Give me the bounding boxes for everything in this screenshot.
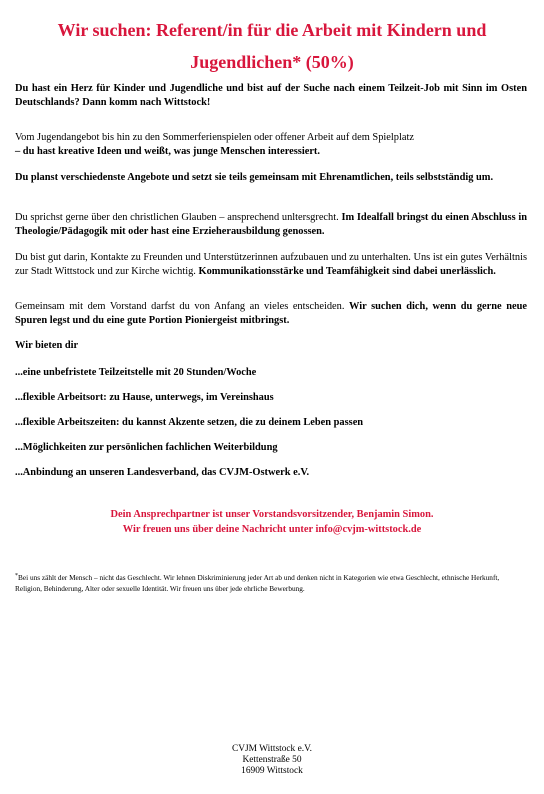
paragraph-1-bold: – du hast kreative Ideen und weißt, was junge Menschen interessiert.	[15, 146, 320, 157]
paragraph-4-text: Du bist gut darin, Kontakte zu Freunden und Unterstützerinnen aufzubauen und zu unterhalten. Uns ist ein gutes Verhältnis zur Stadt Wittstock und zur Kirche wichtig.	[15, 252, 528, 277]
address-org: CVJM Wittstock e.V.	[231, 744, 312, 754]
title-line-2: Jugendlichen* (50%)	[190, 52, 354, 72]
paragraph-1-text: Vom Jugendangebot bis hin zu den Sommerferienspielen oder offener Arbeit auf dem Spielplatz	[15, 132, 414, 143]
contact-line-2: Wir freuen uns über deine Nachricht unter info@cvjm-wittstock.de	[122, 524, 422, 535]
footnote-mark: *	[15, 573, 18, 579]
contact-block	[40, 507, 504, 537]
offer-item: ...eine unbefristete Teilzeitstelle mit 20 Stunden/Woche	[15, 367, 257, 378]
paragraph-3	[15, 211, 527, 239]
paragraph-2: Du planst verschiedenste Angebote und setzt sie teils gemeinsam mit Ehrenamtlichen, teils selbstständig um.	[15, 172, 494, 183]
page-title	[40, 14, 504, 78]
address-street: Kettenstraße 50	[242, 755, 302, 765]
contact-line-1: Dein Ansprechpartner ist unser Vorstandsvorsitzender, Benjamin Simon.	[110, 509, 434, 520]
address-block	[172, 744, 372, 777]
paragraph-3-bold: Im Idealfall bringst du einen Abschluss in Theologie/Pädagogik mit oder hast eine Erzieherausbildung genossen.	[15, 212, 528, 237]
paragraph-1	[15, 131, 527, 159]
offer-item: ...Anbindung an unseren Landesverband, das CVJM-Ostwerk e.V.	[15, 467, 310, 478]
address-city: 16909 Wittstock	[241, 766, 303, 776]
paragraph-5-bold: Wir suchen dich, wenn du gerne neue Spuren legst und du eine gute Portion Pioniergeist mitbringst.	[15, 301, 527, 326]
intro-paragraph: Du hast ein Herz für Kinder und Jugendliche und bist auf der Suche nach einem Teilzeit-Job mit Sinn im Osten Deutschlands? Dann komm nach Wittstock!	[15, 83, 527, 108]
offer-item: ...Möglichkeiten zur persönlichen fachlichen Weiterbildung	[15, 442, 278, 453]
paragraph-4-bold: Kommunikationsstärke und Teamfähigkeit sind dabei unerlässlich.	[198, 266, 496, 277]
offer-item: ...flexible Arbeitsort: zu Hause, unterwegs, im Vereinshaus	[15, 392, 274, 403]
footnote	[15, 572, 527, 594]
offer-heading: Wir bieten dir	[15, 340, 79, 351]
footnote-text: Bei uns zählt der Mensch – nicht das Geschlecht. Wir lehnen Diskriminierung jeder Art ab und denken nicht in Kategorien wie etwa Geschlecht, ethnische Herkunft, Religion, Behinderung, Alter oder sexuelle Identität. Wir freuen uns über jede ehrliche Bewerbung.	[15, 573, 500, 593]
paragraph-3-text: Du sprichst gerne über den christlichen Glauben – ansprechend unltersgrecht.	[15, 212, 339, 223]
paragraph-5	[15, 300, 527, 328]
title-line-1: Wir suchen: Referent/in für die Arbeit mit Kindern und	[57, 20, 487, 40]
offer-item: ...flexible Arbeitszeiten: du kannst Akzente setzen, die zu deinem Leben passen	[15, 417, 364, 428]
paragraph-5-text: Gemeinsam mit dem Vorstand darfst du von Anfang an vieles entscheiden.	[15, 301, 345, 312]
paragraph-4	[15, 251, 527, 279]
